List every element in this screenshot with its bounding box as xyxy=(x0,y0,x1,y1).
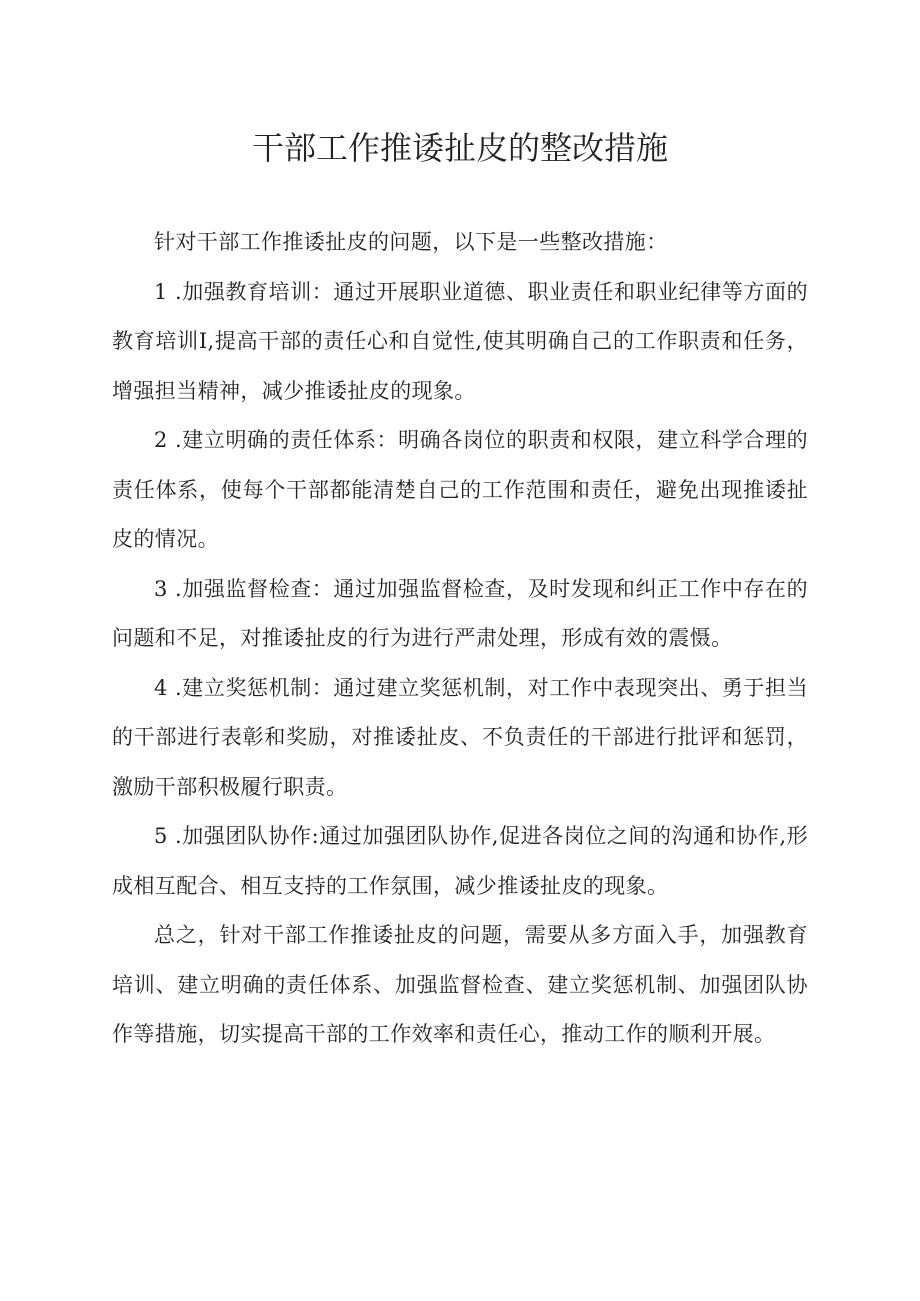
paragraph-measure-3: 3 .加强监督检查：通过加强监督检查，及时发现和纠正工作中存在的问题和不足，对推诿扯皮的行为进行严肃处理，形成有效的震慑。 xyxy=(112,576,808,650)
document-title: 干部工作推诿扯皮的整改措施 xyxy=(251,129,668,167)
paragraph-measure-5: 5 .加强团队协作:通过加强团队协作,促进各岗位之间的沟通和协作,形成相互配合、相互支持的工作氛围，减少推诿扯皮的现象。 xyxy=(112,824,808,898)
document-body xyxy=(112,218,808,1060)
paragraph-measure-1: 1 .加强教育培训：通过开展职业道德、职业责任和职业纪律等方面的教育培训I,提高干部的责任心和自觉性,使其明确自己的工作职责和任务，增强担当精神，减少推诿扯皮的现象。 xyxy=(112,279,808,403)
paragraph-conclusion: 总之，针对干部工作推诿扯皮的问题，需要从多方面入手，加强教育培训、建立明确的责任体系、加强监督检查、建立奖惩机制、加强团队协作等措施，切实提高干部的工作效率和责任心，推动工作的顺利开展。 xyxy=(112,923,808,1046)
paragraph-measure-2: 2 .建立明确的责任体系：明确各岗位的职责和权限，建立科学合理的责任体系，使每个干部都能清楚自己的工作范围和责任，避免出现推诿扯皮的情况。 xyxy=(112,428,808,551)
paragraph-measure-4: 4 .建立奖惩机制：通过建立奖惩机制，对工作中表现突出、勇于担当的干部进行表彰和奖励，对推诿扯皮、不负责任的干部进行批评和惩罚，激励干部积极履行职责。 xyxy=(112,675,808,799)
paragraph-intro: 针对干部工作推诿扯皮的问题，以下是一些整改措施： xyxy=(154,230,668,254)
